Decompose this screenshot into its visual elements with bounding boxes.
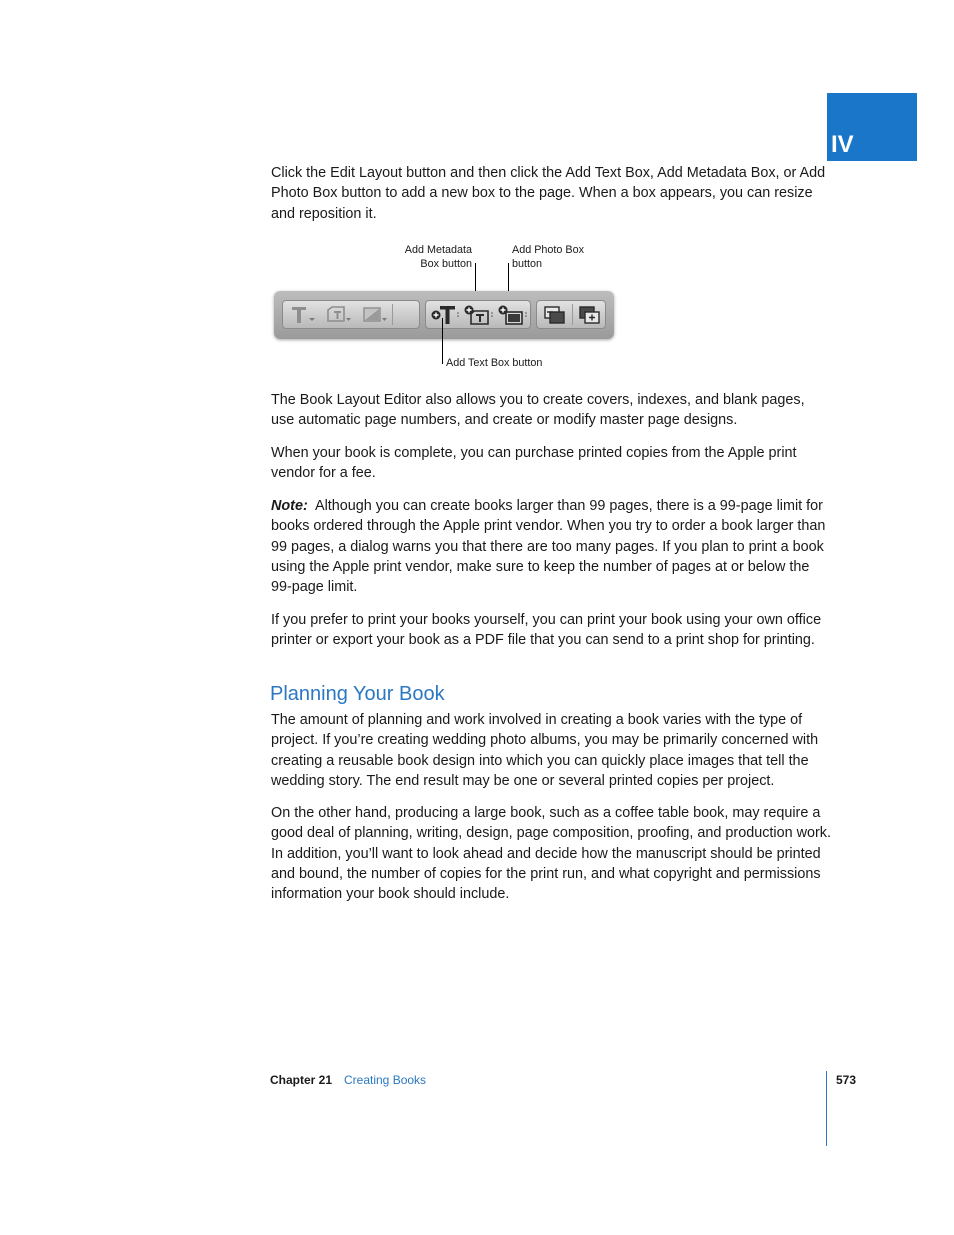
footer-chapter-title[interactable]: Creating Books [344,1073,427,1087]
part-tab-label: IV [831,131,854,158]
planning-paragraph: The amount of planning and work involved in creating a book varies with the type of project. If you’re creating wedding photo albums, you may be primarily concerned with creating a reusable book design into which you can quickly place images that tell the wedding story. The end result may be one or several printed copies per project. [271,712,819,789]
page-back-button[interactable] [539,302,571,327]
footer-rule [826,1071,827,1146]
note-text: Although you can create books larger than 99 pages, there is a 99-page limit for books ordered through the Apple print vendor. When you try to order a book larger than 99 pages, a dialog warns you that there are too many pages. If you plan to print a book using the Apple print vendor, make sure to keep the number of pages at or below the 99-page limit. [271,498,826,596]
leader-line-text [442,318,443,364]
style-button-group [282,300,420,329]
note-label: Note: [271,498,308,514]
large-book-paragraph: On the other hand, producing a large book, such as a coffee table book, may require a good deal of planning, writing, design, page composition, proofing, and production work. In addition, you’ll want to look ahead and decide how the manuscript should be printed and bound, the number of copies for the print run, and what copyright and permissions information your book should include. [271,805,831,903]
note-paragraph [271,496,831,597]
intro-paragraph: Click the Edit Layout button and then click the Add Text Box, Add Metadata Box, or Add Photo Box button to add a new box to the page. When a box appears, you can resize and reposition it. [271,165,826,222]
callout-add-metadata-line1: Add Metadata [404,244,472,256]
add-text-box-icon [429,303,459,327]
toolbar-separator [572,304,573,325]
page-forward-icon [577,304,603,326]
print-yourself-paragraph: If you prefer to print your books yourself, you can print your book using your own office printer or export your book as a PDF file that you can send to a print shop for printing. [271,612,822,649]
metadata-style-button[interactable] [321,302,355,327]
metadata-style-icon [324,304,352,326]
callout-add-metadata-line2: Box button [420,258,472,270]
purchase-paragraph: When your book is complete, you can purchase printed copies from the Apple print vendor for a fee. [271,445,797,482]
page-nav-button-group [536,300,606,329]
part-tab [827,93,917,161]
text-style-icon [288,304,316,326]
callout-add-metadata [404,243,472,271]
text-style-button[interactable] [285,302,319,327]
footer-chapter: Chapter 21 [270,1073,333,1087]
page-number: 573 [836,1073,857,1087]
callout-add-text: Add Text Box button [446,357,543,369]
add-photo-box-icon [497,303,527,327]
add-metadata-box-button[interactable] [462,302,494,327]
section-heading: Planning Your Book [270,683,445,705]
layout-toolbar [274,291,614,339]
page-forward-button[interactable] [574,302,605,327]
toolbar-separator [392,304,393,325]
add-photo-box-button[interactable] [496,302,528,327]
callout-add-photo [512,243,584,271]
add-text-box-button[interactable] [428,302,460,327]
callout-add-photo-line1: Add Photo Box [512,244,585,256]
blank-button[interactable] [394,302,418,327]
photo-style-button[interactable] [357,302,391,327]
editor-paragraph: The Book Layout Editor also allows you to create covers, indexes, and blank pages, use automatic page numbers, and create or modify master page designs. [271,392,805,429]
add-box-button-group [425,300,531,329]
page-back-icon [542,304,568,326]
callout-add-photo-line2: button [512,258,543,270]
photo-style-icon [360,304,388,326]
add-metadata-box-icon [463,303,493,327]
